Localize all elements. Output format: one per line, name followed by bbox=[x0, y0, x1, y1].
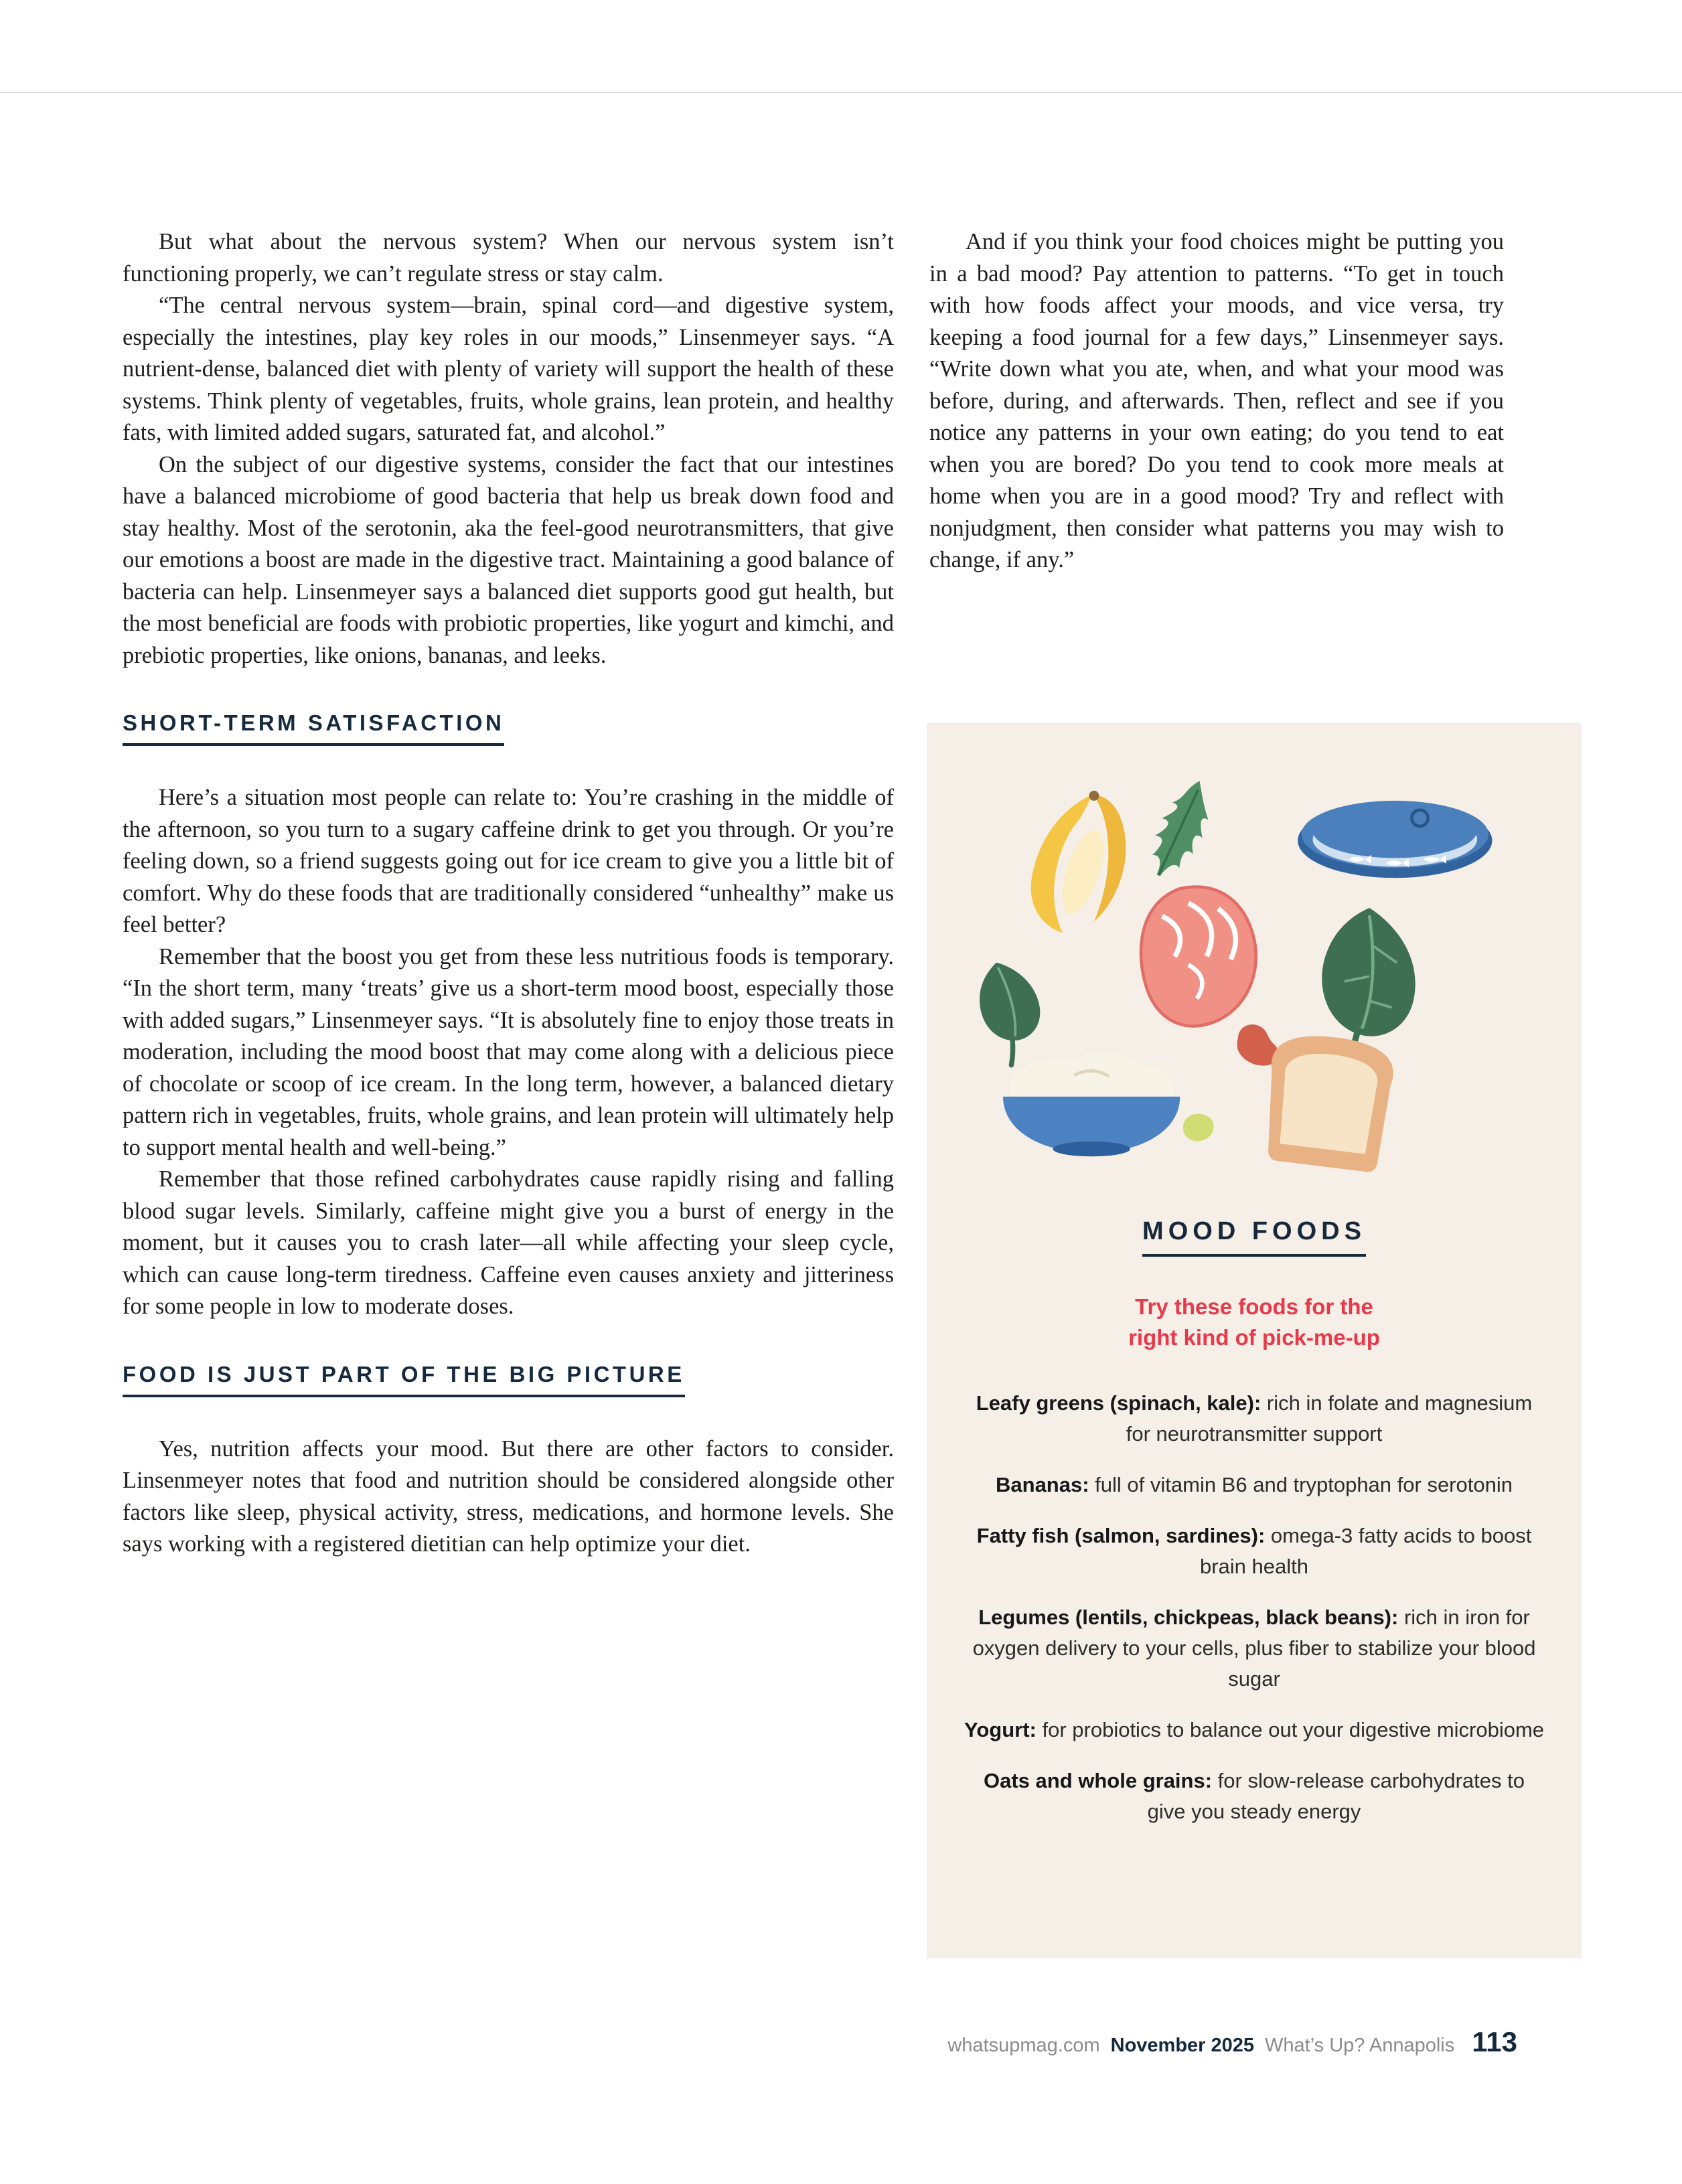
top-rule bbox=[0, 92, 1682, 93]
footer-issue-date: November 2025 bbox=[1110, 2035, 1255, 2056]
mood-foods-list bbox=[927, 1388, 1582, 1827]
paragraph: Remember that the boost you get from these less nutritious foods is temporary. “In the short term, many ‘treats’ give us a short-term mood boost, especially those with added sugars,” Linsenmeyer says. “It is absolutely fine to enjoy those treats in moderation, including the mood boost that may come along with a delicious piece of chocolate or scoop of ice cream. In the long term, however, a balanced dietary pattern rich in vegetables, fruits, whole grains, and lean protein will ultimately help to support mental health and well-being.” bbox=[123, 943, 894, 1160]
paragraph: Yes, nutrition affects your mood. But there are other factors to consider. Linsenmeyer notes that food and nutrition should be considered alongside other factors like sleep, physical activity, stress, medications, and hormone levels. She says working with a registered dietitian can help optimize your diet. bbox=[123, 1435, 894, 1557]
list-item: Yogurt: for probiotics to balance out your digestive microbiome bbox=[964, 1718, 1545, 1741]
list-item: Bananas: full of vitamin B6 and tryptophan for serotonin bbox=[996, 1473, 1513, 1496]
mood-foods-subtitle: Try these foods for the right kind of pick-me-up bbox=[1128, 1294, 1380, 1350]
paragraph: And if you think your food choices might be putting you in a bad mood? Pay attention to patterns. “To get in touch with how foods affect your moods, and vice versa, try keeping a food journal for a few days,” Linsenmeyer says. “Write down what you ate, when, and what your mood was before, during, and afterwards. Then, reflect and see if you notice any patterns in your own eating; do you tend to eat when you are bored? Do you tend to cook more meals at home when you are in a good mood? Try and reflect with nonjudgment, then consider what patterns you may wish to change, if any.” bbox=[929, 229, 1504, 572]
spinach-leaf-small-icon bbox=[968, 954, 1055, 1069]
article-left-column bbox=[123, 226, 894, 1561]
page-number: 113 bbox=[1472, 2026, 1517, 2057]
sardine-tin-icon bbox=[1298, 801, 1492, 878]
yogurt-bowl-icon bbox=[1003, 1053, 1180, 1156]
footer-publication-name: What’s Up? Annapolis bbox=[1265, 2035, 1455, 2056]
salmon-icon bbox=[1125, 874, 1272, 1036]
arugula-leaf-icon bbox=[1139, 773, 1225, 885]
paragraph: “The central nervous system—brain, spinal cord—and digestive system, especially the intestines, play key roles in our moods,” Linsenmeyer says. “A nutrient-dense, balanced diet with plenty of variety will support the health of these systems. Think plenty of vegetables, fruits, whole grains, lean protein, and healthy fats, with limited added sugars, saturated fat, and alcohol.” bbox=[123, 293, 894, 445]
paragraph: Here’s a situation most people can relate to: You’re crashing in the middle of the afternoon, so you turn to a sugary caffeine drink to get you through. Or you’re feeling down, so a friend suggests going out for ice cream to give you a little bit of comfort. Why do these foods that are traditionally considered “unhealthy” make us feel better? bbox=[123, 785, 894, 937]
lima-bean-icon bbox=[1183, 1113, 1214, 1141]
paragraph: Remember that those refined carbohydrates cause rapidly rising and falling blood sugar levels. Similarly, caffeine might give you a burst of energy in the moment, but it causes you to crash later—all while affecting your sleep cycle, which can cause long-term tiredness. Caffeine even causes anxiety and jitteriness for some people in low to moderate doses. bbox=[123, 1166, 894, 1319]
banana-icon bbox=[1031, 791, 1126, 933]
list-item: Oats and whole grains: for slow-release carbohydrates to give you steady energy bbox=[983, 1769, 1525, 1823]
list-item: Leafy greens (spinach, kale): rich in folate and magnesium for neurotransmitter support bbox=[976, 1391, 1533, 1446]
footer-website: whatsupmag.com bbox=[947, 2035, 1100, 2056]
heading-food-big-picture: FOOD IS JUST PART OF THE BIG PICTURE bbox=[123, 1362, 894, 1397]
list-item: Fatty fish (salmon, sardines): omega-3 fatty acids to boost brain health bbox=[976, 1524, 1532, 1578]
article-right-column bbox=[929, 226, 1504, 576]
mood-foods-title: MOOD FOODS bbox=[927, 1217, 1582, 1257]
page-footer bbox=[947, 2026, 1517, 2058]
paragraph: On the subject of our digestive systems, consider the fact that our intestines have a balanced microbiome of good bacteria that help us break down food and stay healthy. Most of the serotonin, aka the feel-good neurotransmitters, that give our emotions a boost are made in the digestive tract. Maintaining a good balance of bacteria can help. Linsenmeyer says a balanced diet supports good gut health, but the most beneficial are foods with probiotic properties, like yogurt and kimchi, and prebiotic properties, like onions, bananas, and leeks. bbox=[123, 451, 894, 668]
list-item: Legumes (lentils, chickpeas, black beans): rich in iron for oxygen delivery to your cells, plus fiber to stabilize your blood sugar bbox=[972, 1606, 1536, 1691]
mood-foods-box bbox=[927, 723, 1582, 1958]
paragraph: But what about the nervous system? When our nervous system isn’t functioning properly, we can’t regulate stress or stay calm. bbox=[123, 229, 894, 287]
bread-slice-icon bbox=[1259, 1030, 1397, 1174]
heading-short-term-satisfaction: SHORT-TERM SATISFACTION bbox=[123, 710, 894, 746]
food-illustration bbox=[949, 746, 1559, 1194]
